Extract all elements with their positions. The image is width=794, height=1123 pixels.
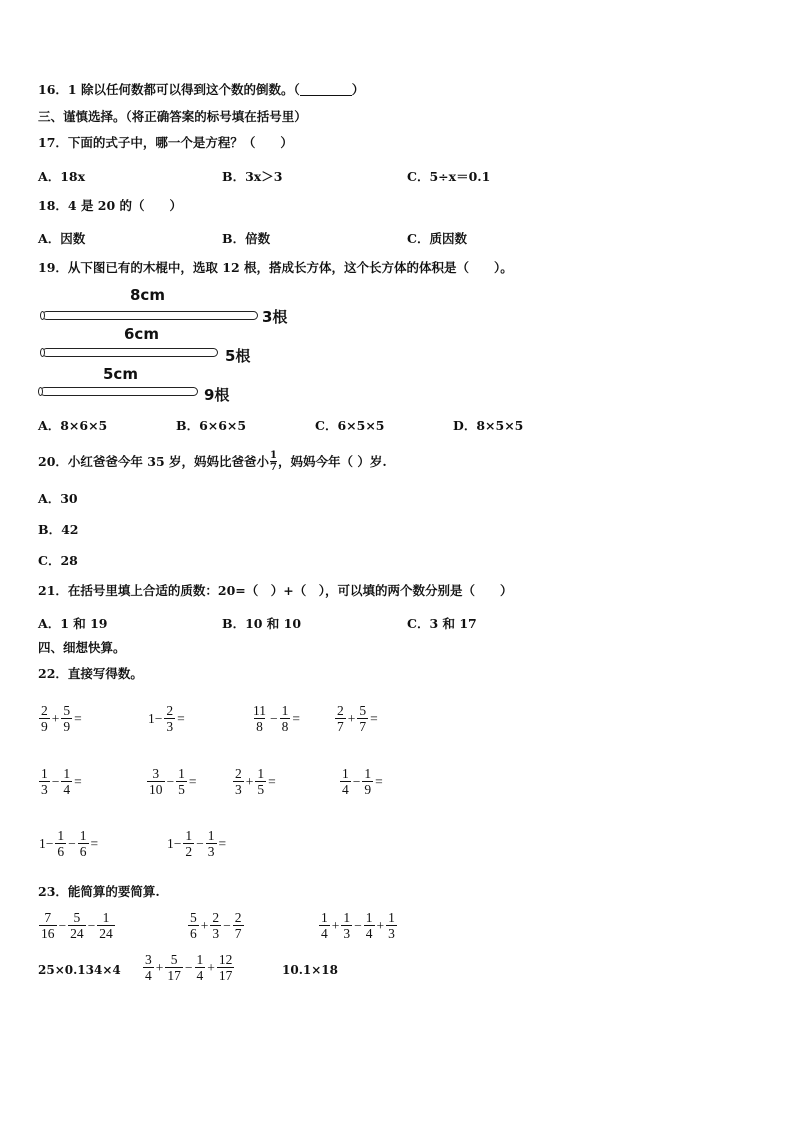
fraction: [183, 828, 194, 859]
denominator: 8: [281, 719, 289, 734]
numerator: 1: [207, 828, 215, 843]
denominator: 3: [388, 926, 395, 941]
fraction: [364, 910, 375, 941]
stick-6cm: [42, 348, 218, 357]
operator: −: [184, 959, 193, 975]
numerator: 1: [270, 450, 277, 461]
operator: −: [58, 917, 67, 933]
operator: +: [347, 710, 356, 726]
equals-sign: =: [177, 710, 185, 726]
equals-sign: =: [375, 773, 383, 789]
denominator: 8: [256, 719, 263, 734]
fraction: [217, 952, 235, 983]
fraction: [97, 910, 115, 941]
numerator: 5: [190, 910, 197, 925]
operator: −: [51, 773, 60, 789]
stick-end: [38, 387, 43, 396]
denominator: 4: [365, 926, 373, 941]
operator: −: [354, 917, 362, 933]
operator: −: [166, 773, 175, 789]
fraction: [233, 766, 244, 797]
q17-option-b[interactable]: B．3x＞3: [222, 169, 283, 184]
expression: [146, 766, 198, 797]
equals-sign: =: [370, 710, 378, 726]
equals-sign: =: [292, 710, 300, 726]
numerator: 1: [41, 766, 48, 781]
operator: +: [245, 773, 254, 789]
numerator: 1: [102, 910, 110, 925]
fraction: [165, 952, 183, 983]
question-20-text-after: ，妈妈今年（ ）岁.: [277, 453, 387, 469]
expression: [142, 952, 235, 983]
q19-option-a[interactable]: A．8×6×5: [38, 418, 108, 433]
q19-option-d[interactable]: D．8×5×5: [453, 418, 524, 433]
section-3-heading: 三、谨慎选择。（将正确答案的标号填在括号里）: [38, 109, 307, 124]
denominator: 17: [218, 968, 233, 983]
numerator: 1: [257, 766, 265, 781]
numerator: 2: [337, 703, 344, 718]
denominator: 7: [337, 719, 344, 734]
numerator: 11: [253, 703, 266, 718]
numerator: 1: [321, 910, 328, 925]
denominator: 17: [167, 968, 181, 983]
fraction: [255, 766, 266, 797]
answer-blank[interactable]: [300, 83, 352, 96]
question-20: [38, 450, 387, 473]
equals-sign: =: [90, 835, 99, 851]
denominator: 7: [234, 926, 242, 941]
expression: [318, 910, 398, 941]
stick-5cm-length-label: 5cm: [103, 365, 138, 383]
fraction: [341, 910, 352, 941]
operator: −: [270, 710, 278, 726]
operator: +: [207, 959, 215, 975]
fraction: [340, 766, 351, 797]
denominator: 24: [70, 926, 84, 941]
numerator: 2: [166, 703, 174, 718]
question-16-close: ）: [351, 82, 365, 97]
stick-end: [40, 348, 45, 357]
expression: [166, 828, 227, 859]
denominator: 3: [212, 926, 220, 941]
numerator: 1: [281, 703, 289, 718]
fraction: [188, 910, 199, 941]
denominator: 6: [57, 844, 65, 859]
denominator: 7: [270, 462, 277, 473]
equals-sign: =: [268, 773, 276, 789]
denominator: 3: [166, 719, 174, 734]
fraction: [357, 703, 368, 734]
question-18: 18．4 是 20 的（ ）: [38, 198, 183, 213]
expression: [38, 910, 116, 941]
q20-option-a[interactable]: A．30: [38, 491, 78, 506]
fraction: [386, 910, 397, 941]
denominator: 4: [321, 926, 328, 941]
stick-5cm: [40, 387, 198, 396]
expression: [339, 766, 384, 797]
equals-sign: =: [188, 773, 197, 789]
fraction: [319, 910, 330, 941]
numerator: 1: [343, 910, 351, 925]
q21-option-c[interactable]: C．3 和 17: [407, 616, 477, 631]
operator: +: [376, 917, 385, 933]
operator: −: [68, 835, 76, 851]
denominator: 10: [149, 782, 163, 797]
q21-option-a[interactable]: A．1 和 19: [38, 616, 108, 631]
numerator: 1: [388, 910, 395, 925]
fraction: [78, 828, 89, 859]
fraction: [206, 828, 217, 859]
q17-option-c[interactable]: C．5÷x＝0.1: [407, 169, 491, 184]
question-16-text: 16．1 除以任何数都可以得到这个数的倒数。（: [38, 82, 300, 97]
operator: −: [87, 917, 96, 933]
equals-sign: =: [74, 710, 82, 726]
numerator: 2: [212, 910, 220, 925]
denominator: 5: [257, 782, 265, 797]
fraction: [147, 766, 165, 797]
operator: +: [51, 710, 60, 726]
question-21: 21．在括号里填上合适的质数：20=（ ）+（ ），可以填的两个数分别是（ ）: [38, 583, 513, 598]
section-4-heading: 四、细想快算。: [38, 640, 126, 655]
fraction: [335, 703, 346, 734]
numerator: 1: [178, 766, 185, 781]
numerator: 1: [57, 828, 65, 843]
equals-sign: =: [74, 773, 82, 789]
denominator: 4: [196, 968, 204, 983]
numerator: 1: [185, 828, 193, 843]
expression: [334, 703, 379, 734]
fraction: [143, 952, 154, 983]
fraction: [280, 703, 291, 734]
denominator: 9: [41, 719, 48, 734]
numerator: 1: [364, 766, 372, 781]
fraction: [68, 910, 86, 941]
numerator: 3: [152, 766, 160, 781]
numerator: 12: [218, 952, 233, 967]
denominator: 3: [207, 844, 215, 859]
question-19: 19．从下图已有的木棍中，选取 12 根，搭成长方体，这个长方体的体积是（ ）。: [38, 260, 513, 275]
q20-option-c[interactable]: C．28: [38, 553, 78, 568]
numerator: 5: [359, 703, 367, 718]
expression: [187, 910, 245, 941]
q18-option-c[interactable]: C．质因数: [407, 231, 467, 246]
leading-term: 1−: [39, 835, 54, 851]
operator: +: [331, 917, 340, 933]
numerator: 1: [196, 952, 204, 967]
denominator: 24: [99, 926, 113, 941]
numerator: 2: [41, 703, 48, 718]
question-20-text-before: 20．小红爸爸今年 35 岁，妈妈比爸爸小: [38, 453, 269, 469]
operator: +: [200, 917, 209, 933]
denominator: 2: [185, 844, 193, 859]
stick-6cm-length-label: 6cm: [124, 325, 159, 343]
question-22: 22．直接写得数。: [38, 666, 143, 681]
q21-option-b[interactable]: B．10 和 10: [222, 616, 302, 631]
denominator: 9: [63, 719, 71, 734]
q19-option-c[interactable]: C．6×5×5: [315, 418, 385, 433]
denominator: 3: [41, 782, 48, 797]
denominator: 4: [342, 782, 349, 797]
operator: −: [352, 773, 361, 789]
denominator: 5: [178, 782, 185, 797]
expression: [250, 703, 301, 734]
fraction: [362, 766, 373, 797]
denominator: 3: [235, 782, 242, 797]
numerator: 7: [44, 910, 52, 925]
question-17: 17．下面的式子中，哪一个是方程？（ ）: [38, 135, 293, 150]
numerator: 5: [73, 910, 81, 925]
q19-option-b[interactable]: B．6×6×5: [176, 418, 247, 433]
denominator: 6: [190, 926, 197, 941]
denominator: 7: [359, 719, 367, 734]
numerator: 1: [365, 910, 373, 925]
fraction: [251, 703, 268, 734]
q17-option-a[interactable]: A．18x: [38, 169, 86, 184]
denominator: 6: [79, 844, 87, 859]
fraction: [55, 828, 66, 859]
fraction: [39, 766, 50, 797]
fraction: [233, 910, 244, 941]
numerator: 1: [79, 828, 87, 843]
fraction: [176, 766, 187, 797]
numerator: 1: [63, 766, 71, 781]
numerator: 2: [235, 766, 242, 781]
denominator: 9: [364, 782, 372, 797]
expression: [38, 828, 99, 859]
equals-sign: =: [218, 835, 227, 851]
operator: +: [155, 959, 164, 975]
q18-option-a[interactable]: A．因数: [38, 231, 86, 246]
stick-end: [40, 311, 45, 320]
leading-term: 1−: [148, 710, 163, 726]
expression: [38, 766, 83, 797]
numerator: 2: [234, 910, 242, 925]
q20-option-b[interactable]: B．42: [38, 522, 79, 537]
fraction: [210, 910, 221, 941]
numerator: 3: [145, 952, 152, 967]
stick-5cm-count-label: 9根: [204, 386, 230, 404]
question-23: 23．能简算的要简算.: [38, 884, 160, 899]
fraction: [61, 703, 72, 734]
operator: −: [223, 917, 231, 933]
numerator: 1: [342, 766, 349, 781]
fraction: [195, 952, 206, 983]
fraction: [61, 766, 72, 797]
expression: [232, 766, 277, 797]
expression-decimal: 10.1×18: [282, 963, 338, 977]
denominator: 4: [63, 782, 71, 797]
numerator: 5: [63, 703, 71, 718]
denominator: 4: [145, 968, 152, 983]
denominator: 16: [41, 926, 55, 941]
stick-8cm-length-label: 8cm: [130, 286, 165, 304]
expression: [38, 703, 83, 734]
fraction: [39, 703, 50, 734]
q18-option-b[interactable]: B．倍数: [222, 231, 271, 246]
numerator: 5: [170, 952, 178, 967]
question-16: [38, 82, 364, 98]
operator: −: [196, 835, 204, 851]
stick-8cm-count-label: 3根: [262, 308, 288, 326]
expression-decimal: 25×0.134×4: [38, 963, 121, 977]
fraction: [270, 450, 277, 473]
expression: [147, 703, 186, 734]
fraction: [164, 703, 175, 734]
leading-term: 1−: [167, 835, 182, 851]
denominator: 3: [343, 926, 351, 941]
stick-6cm-count-label: 5根: [225, 347, 251, 365]
fraction: [39, 910, 57, 941]
stick-8cm: [42, 311, 258, 320]
